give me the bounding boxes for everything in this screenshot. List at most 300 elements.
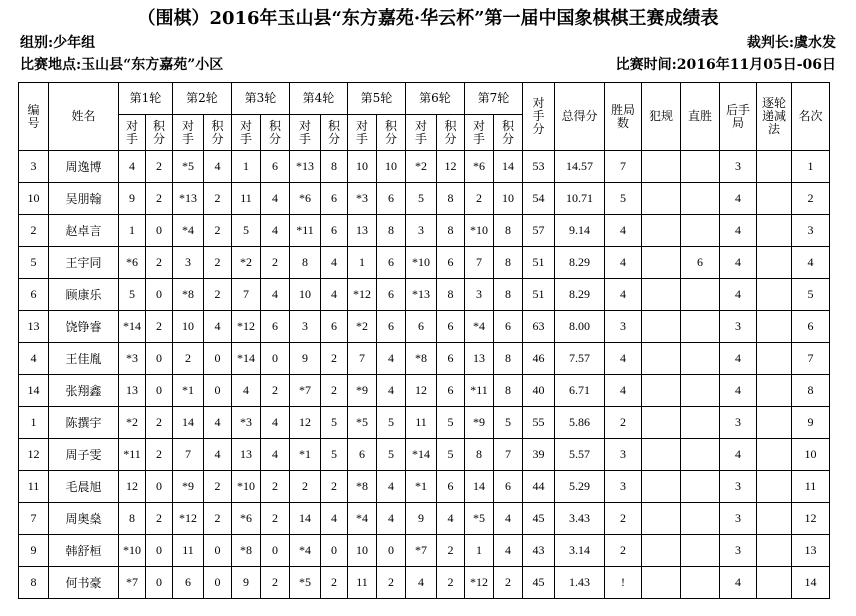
cell-r3-points: 0	[261, 343, 290, 375]
cell-total: 7.57	[555, 343, 605, 375]
cell-seq: 2	[19, 215, 49, 247]
cell-r1-points: 0	[146, 535, 173, 567]
cell-direct	[681, 151, 720, 183]
cell-name: 王佳胤	[49, 343, 119, 375]
table-row	[19, 215, 830, 247]
cell-r5-points: 6	[377, 183, 406, 215]
cell-opp-score: 44	[523, 471, 555, 503]
cell-r7-points: 14	[494, 151, 523, 183]
cell-r3-opponent: *14	[232, 343, 261, 375]
cell-r6-points: 6	[437, 375, 465, 407]
cell-rank: 5	[792, 279, 830, 311]
cell-r3-opponent: *2	[232, 247, 261, 279]
cell-total: 9.14	[555, 215, 605, 247]
cell-r7-opponent: *5	[465, 503, 494, 535]
header-r3-pts: 积分	[261, 115, 290, 151]
cell-r6-opponent: *10	[406, 247, 437, 279]
header-r5-opp: 对手	[348, 115, 377, 151]
cell-cumulative	[757, 151, 792, 183]
cell-r4-opponent: 8	[290, 247, 321, 279]
date-label: 比赛时间:2016年11月05日-06日	[615, 57, 836, 73]
cell-r1-points: 0	[146, 567, 173, 599]
cell-seq: 9	[19, 535, 49, 567]
cell-r6-opponent: *13	[406, 279, 437, 311]
cell-r3-points: 4	[261, 183, 290, 215]
cell-foul	[642, 471, 681, 503]
cell-r1-opponent: 9	[119, 183, 146, 215]
cell-r1-points: 0	[146, 215, 173, 247]
cell-cumulative	[757, 503, 792, 535]
table-row	[19, 311, 830, 343]
results-body	[19, 151, 830, 599]
cell-r4-opponent: 2	[290, 471, 321, 503]
header-r4-opp: 对手	[290, 115, 321, 151]
cell-r7-opponent: 2	[465, 183, 494, 215]
cell-r6-points: 12	[437, 151, 465, 183]
cell-wins: 2	[605, 503, 642, 535]
cell-direct	[681, 375, 720, 407]
cell-r4-points: 2	[321, 375, 348, 407]
cell-r6-points: 6	[437, 343, 465, 375]
cell-r5-points: 4	[377, 375, 406, 407]
cell-seq: 10	[19, 183, 49, 215]
cell-r5-opponent: *9	[348, 375, 377, 407]
cell-r3-points: 4	[261, 407, 290, 439]
cell-r5-opponent: 10	[348, 151, 377, 183]
cell-r2-points: 0	[204, 343, 232, 375]
cell-total: 8.29	[555, 279, 605, 311]
cell-r3-points: 2	[261, 503, 290, 535]
cell-r7-points: 8	[494, 343, 523, 375]
table-row	[19, 183, 830, 215]
cell-r4-opponent: *1	[290, 439, 321, 471]
venue-label: 比赛地点:玉山县“东方嘉苑”小区	[20, 57, 224, 73]
cell-name: 周奥燊	[49, 503, 119, 535]
table-row	[19, 279, 830, 311]
cell-r7-opponent: 13	[465, 343, 494, 375]
cell-r5-opponent: *12	[348, 279, 377, 311]
cell-second: 4	[720, 343, 757, 375]
cell-rank: 13	[792, 535, 830, 567]
cell-r2-points: 2	[204, 503, 232, 535]
cell-second: 4	[720, 215, 757, 247]
cell-r7-points: 7	[494, 439, 523, 471]
cell-r4-points: 5	[321, 407, 348, 439]
cell-r2-opponent: *1	[173, 375, 204, 407]
cell-rank: 14	[792, 567, 830, 599]
cell-second: 3	[720, 535, 757, 567]
cell-r2-opponent: 7	[173, 439, 204, 471]
group-label: 组别:少年组	[20, 35, 96, 51]
cell-r2-opponent: *5	[173, 151, 204, 183]
cell-seq: 14	[19, 375, 49, 407]
cell-opp-score: 55	[523, 407, 555, 439]
cell-r7-opponent: *9	[465, 407, 494, 439]
cell-second: 3	[720, 503, 757, 535]
cell-r7-points: 8	[494, 279, 523, 311]
cell-r5-opponent: *8	[348, 471, 377, 503]
header-round-4: 第4轮	[290, 83, 348, 115]
cell-seq: 5	[19, 247, 49, 279]
cell-r1-points: 2	[146, 503, 173, 535]
cell-foul	[642, 407, 681, 439]
cell-name: 韩舒桓	[49, 535, 119, 567]
cell-r2-opponent: *4	[173, 215, 204, 247]
cell-r4-opponent: 12	[290, 407, 321, 439]
cell-seq: 7	[19, 503, 49, 535]
cell-r5-opponent: 7	[348, 343, 377, 375]
cell-r5-points: 0	[377, 535, 406, 567]
cell-name: 毛晨旭	[49, 471, 119, 503]
cell-second: 3	[720, 407, 757, 439]
cell-r4-opponent: *6	[290, 183, 321, 215]
cell-r2-opponent: *13	[173, 183, 204, 215]
cell-cumulative	[757, 535, 792, 567]
cell-r7-opponent: 8	[465, 439, 494, 471]
cell-r4-opponent: 3	[290, 311, 321, 343]
cell-r2-points: 0	[204, 567, 232, 599]
cell-rank: 1	[792, 151, 830, 183]
cell-wins: 4	[605, 215, 642, 247]
cell-r4-opponent: 9	[290, 343, 321, 375]
cell-r2-points: 0	[204, 375, 232, 407]
header-rank: 名次	[792, 83, 830, 151]
cell-second: 4	[720, 375, 757, 407]
cell-r3-opponent: *8	[232, 535, 261, 567]
header-round-6: 第6轮	[406, 83, 465, 115]
table-row	[19, 535, 830, 567]
cell-direct	[681, 567, 720, 599]
cell-opp-score: 63	[523, 311, 555, 343]
table-row	[19, 439, 830, 471]
cell-opp-score: 57	[523, 215, 555, 247]
cell-total: 3.43	[555, 503, 605, 535]
cell-r6-points: 6	[437, 311, 465, 343]
cell-r3-points: 2	[261, 567, 290, 599]
cell-r7-points: 8	[494, 375, 523, 407]
cell-r5-opponent: 13	[348, 215, 377, 247]
header-r2-pts: 积分	[204, 115, 232, 151]
cell-r6-points: 2	[437, 535, 465, 567]
cell-foul	[642, 311, 681, 343]
table-title: （围棋）2016年玉山县“东方嘉苑·华云杯”第一届中国象棋棋王赛成绩表	[137, 8, 719, 29]
cell-r6-points: 8	[437, 215, 465, 247]
cell-r1-opponent: *6	[119, 247, 146, 279]
cell-r2-opponent: 3	[173, 247, 204, 279]
cell-r1-opponent: 4	[119, 151, 146, 183]
cell-second: 3	[720, 471, 757, 503]
cell-r6-points: 6	[437, 247, 465, 279]
cell-r7-opponent: *6	[465, 151, 494, 183]
cell-r3-opponent: *10	[232, 471, 261, 503]
cell-cumulative	[757, 311, 792, 343]
cell-total: 1.43	[555, 567, 605, 599]
header-second: 后手局	[720, 83, 757, 151]
cell-r1-opponent: *7	[119, 567, 146, 599]
table-row	[19, 343, 830, 375]
cell-r5-points: 6	[377, 311, 406, 343]
cell-opp-score: 45	[523, 503, 555, 535]
cell-r2-points: 2	[204, 183, 232, 215]
cell-cumulative	[757, 279, 792, 311]
cell-r2-points: 0	[204, 535, 232, 567]
cell-total: 6.71	[555, 375, 605, 407]
cell-r4-opponent: 10	[290, 279, 321, 311]
cell-rank: 11	[792, 471, 830, 503]
cell-seq: 4	[19, 343, 49, 375]
cell-r6-points: 5	[437, 439, 465, 471]
cell-r1-opponent: *10	[119, 535, 146, 567]
cell-r6-points: 4	[437, 503, 465, 535]
cell-foul	[642, 503, 681, 535]
cell-r7-points: 8	[494, 247, 523, 279]
cell-r6-points: 8	[437, 183, 465, 215]
cell-r3-opponent: *3	[232, 407, 261, 439]
cell-second: 4	[720, 183, 757, 215]
cell-r4-points: 6	[321, 311, 348, 343]
cell-wins: 3	[605, 471, 642, 503]
cell-r2-opponent: 6	[173, 567, 204, 599]
header-r7-pts: 积分	[494, 115, 523, 151]
cell-r6-opponent: *8	[406, 343, 437, 375]
cell-direct	[681, 215, 720, 247]
cell-seq: 12	[19, 439, 49, 471]
cell-r7-opponent: 7	[465, 247, 494, 279]
cell-r5-points: 2	[377, 567, 406, 599]
cell-second: 4	[720, 279, 757, 311]
cell-r6-points: 5	[437, 407, 465, 439]
cell-r7-opponent: 3	[465, 279, 494, 311]
cell-r5-opponent: *4	[348, 503, 377, 535]
cell-seq: 6	[19, 279, 49, 311]
cell-cumulative	[757, 375, 792, 407]
cell-foul	[642, 247, 681, 279]
cell-rank: 7	[792, 343, 830, 375]
cell-wins: 2	[605, 535, 642, 567]
cell-direct: 6	[681, 247, 720, 279]
header-round-3: 第3轮	[232, 83, 290, 115]
cell-foul	[642, 439, 681, 471]
header-wins: 胜局数	[605, 83, 642, 151]
cell-second: 4	[720, 247, 757, 279]
cell-r5-points: 4	[377, 471, 406, 503]
cell-r3-points: 2	[261, 247, 290, 279]
cell-r4-points: 2	[321, 471, 348, 503]
cell-r5-points: 8	[377, 215, 406, 247]
cell-cumulative	[757, 407, 792, 439]
cell-r4-opponent: *4	[290, 535, 321, 567]
cell-r1-points: 2	[146, 151, 173, 183]
cell-total: 5.86	[555, 407, 605, 439]
cell-wins: 3	[605, 439, 642, 471]
cell-r5-opponent: 6	[348, 439, 377, 471]
cell-wins: 3	[605, 311, 642, 343]
cell-r1-opponent: *3	[119, 343, 146, 375]
cell-r5-opponent: 11	[348, 567, 377, 599]
cell-r2-points: 2	[204, 279, 232, 311]
cell-r7-opponent: *4	[465, 311, 494, 343]
cell-total: 3.14	[555, 535, 605, 567]
cell-rank: 12	[792, 503, 830, 535]
cell-r4-points: 8	[321, 151, 348, 183]
cell-r3-opponent: 1	[232, 151, 261, 183]
cell-total: 8.00	[555, 311, 605, 343]
table-row	[19, 247, 830, 279]
cell-r6-opponent: *7	[406, 535, 437, 567]
cell-r2-points: 2	[204, 247, 232, 279]
cell-r5-points: 6	[377, 279, 406, 311]
cell-r3-points: 6	[261, 311, 290, 343]
header-r5-pts: 积分	[377, 115, 406, 151]
cell-direct	[681, 439, 720, 471]
cell-r6-opponent: 4	[406, 567, 437, 599]
cell-r7-opponent: *10	[465, 215, 494, 247]
header-r3-opp: 对手	[232, 115, 261, 151]
cell-r5-points: 5	[377, 407, 406, 439]
cell-r3-points: 4	[261, 439, 290, 471]
cell-name: 周子雯	[49, 439, 119, 471]
cell-r1-opponent: *2	[119, 407, 146, 439]
cell-r1-points: 0	[146, 471, 173, 503]
cell-cumulative	[757, 567, 792, 599]
cell-direct	[681, 311, 720, 343]
cell-name: 吴朋翰	[49, 183, 119, 215]
cell-r7-points: 5	[494, 407, 523, 439]
cell-second: 4	[720, 439, 757, 471]
cell-rank: 9	[792, 407, 830, 439]
cell-r1-points: 0	[146, 279, 173, 311]
cell-r2-opponent: 11	[173, 535, 204, 567]
cell-opp-score: 51	[523, 279, 555, 311]
cell-r6-opponent: 11	[406, 407, 437, 439]
header-round-7: 第7轮	[465, 83, 523, 115]
cell-cumulative	[757, 183, 792, 215]
cell-direct	[681, 279, 720, 311]
cell-r2-opponent: *9	[173, 471, 204, 503]
cell-r3-opponent: *6	[232, 503, 261, 535]
cell-r1-points: 2	[146, 311, 173, 343]
cell-r6-opponent: 5	[406, 183, 437, 215]
cell-direct	[681, 471, 720, 503]
header-r6-opp: 对手	[406, 115, 437, 151]
cell-rank: 4	[792, 247, 830, 279]
cell-r5-opponent: 1	[348, 247, 377, 279]
cell-r2-opponent: *8	[173, 279, 204, 311]
cell-name: 顾康乐	[49, 279, 119, 311]
table-row	[19, 471, 830, 503]
cell-opp-score: 46	[523, 343, 555, 375]
cell-opp-score: 43	[523, 535, 555, 567]
table-row	[19, 567, 830, 599]
cell-wins: 4	[605, 279, 642, 311]
table-row	[19, 503, 830, 535]
cell-r6-opponent: 3	[406, 215, 437, 247]
cell-r2-points: 4	[204, 311, 232, 343]
cell-r4-points: 0	[321, 535, 348, 567]
cell-seq: 11	[19, 471, 49, 503]
cell-r3-points: 4	[261, 279, 290, 311]
header-total: 总得分	[555, 83, 605, 151]
cell-r1-opponent: 8	[119, 503, 146, 535]
cell-opp-score: 53	[523, 151, 555, 183]
cell-r4-points: 2	[321, 343, 348, 375]
cell-second: 4	[720, 567, 757, 599]
cell-total: 5.29	[555, 471, 605, 503]
header-r1-opp: 对手	[119, 115, 146, 151]
cell-r7-points: 4	[494, 503, 523, 535]
cell-direct	[681, 535, 720, 567]
cell-r6-points: 2	[437, 567, 465, 599]
cell-r4-points: 4	[321, 279, 348, 311]
cell-wins: 4	[605, 247, 642, 279]
cell-name: 饶铮睿	[49, 311, 119, 343]
cell-r4-opponent: *13	[290, 151, 321, 183]
cell-r3-opponent: 5	[232, 215, 261, 247]
cell-r1-opponent: 5	[119, 279, 146, 311]
cell-r6-opponent: 6	[406, 311, 437, 343]
cell-r4-opponent: *5	[290, 567, 321, 599]
cell-r3-points: 4	[261, 215, 290, 247]
cell-r1-points: 2	[146, 183, 173, 215]
cell-r5-points: 10	[377, 151, 406, 183]
cell-r3-opponent: *12	[232, 311, 261, 343]
cell-foul	[642, 151, 681, 183]
cell-r4-points: 6	[321, 215, 348, 247]
cell-foul	[642, 183, 681, 215]
cell-r4-points: 2	[321, 567, 348, 599]
cell-foul	[642, 343, 681, 375]
cell-r1-points: 0	[146, 343, 173, 375]
cell-seq: 1	[19, 407, 49, 439]
cell-second: 3	[720, 151, 757, 183]
cell-r2-opponent: 10	[173, 311, 204, 343]
cell-r4-opponent: 14	[290, 503, 321, 535]
header-r6-pts: 积分	[437, 115, 465, 151]
cell-r5-points: 6	[377, 247, 406, 279]
cell-r4-points: 6	[321, 183, 348, 215]
header-name: 姓名	[49, 83, 119, 151]
cell-r3-opponent: 9	[232, 567, 261, 599]
cell-r6-opponent: *1	[406, 471, 437, 503]
cell-r7-opponent: 14	[465, 471, 494, 503]
cell-total: 8.29	[555, 247, 605, 279]
table-row	[19, 407, 830, 439]
header-foul: 犯规	[642, 83, 681, 151]
cell-wins: !	[605, 567, 642, 599]
cell-r2-points: 4	[204, 151, 232, 183]
cell-rank: 6	[792, 311, 830, 343]
cell-r6-points: 6	[437, 471, 465, 503]
results-table	[18, 82, 830, 599]
cell-r7-points: 2	[494, 567, 523, 599]
cell-r6-opponent: 12	[406, 375, 437, 407]
referee-label: 裁判长:虞水发	[746, 35, 836, 51]
cell-r4-points: 5	[321, 439, 348, 471]
cell-opp-score: 39	[523, 439, 555, 471]
cell-rank: 2	[792, 183, 830, 215]
cell-name: 赵卓言	[49, 215, 119, 247]
header-round-1: 第1轮	[119, 83, 173, 115]
cell-r3-opponent: 7	[232, 279, 261, 311]
cell-total: 14.57	[555, 151, 605, 183]
cell-r5-opponent: *5	[348, 407, 377, 439]
cell-r3-points: 6	[261, 151, 290, 183]
cell-r7-points: 6	[494, 471, 523, 503]
header-cumulative: 逐轮递减法	[757, 83, 792, 151]
cell-r2-opponent: 14	[173, 407, 204, 439]
cell-foul	[642, 279, 681, 311]
cell-r7-opponent: *11	[465, 375, 494, 407]
